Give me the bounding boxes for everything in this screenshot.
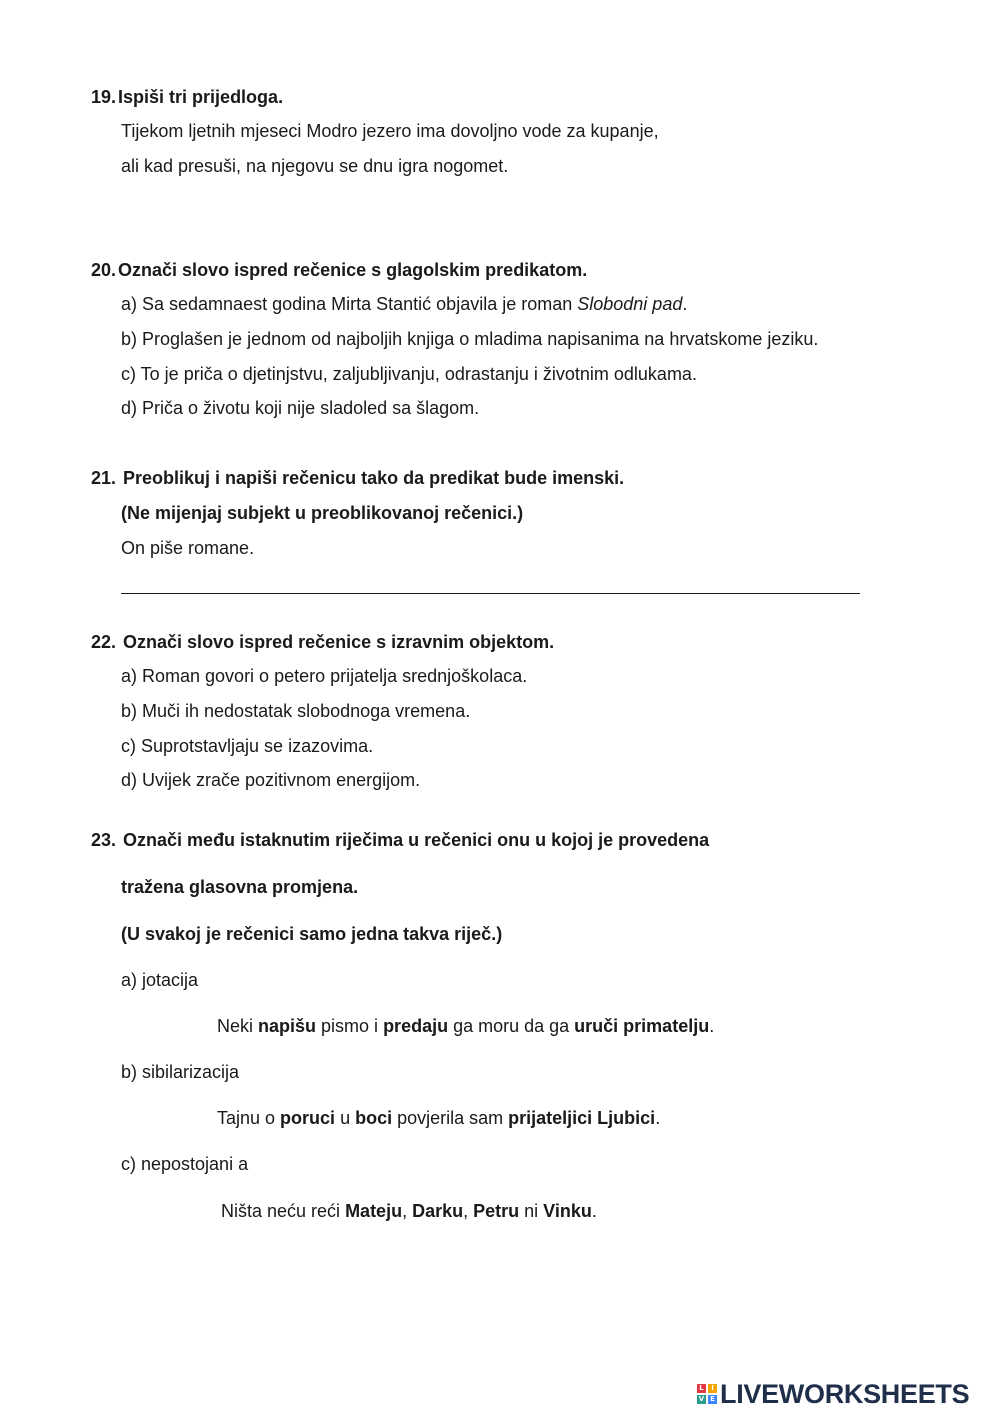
q22-option-b[interactable]: b) Muči ih nedostatak slobodnoga vremena. bbox=[121, 701, 471, 721]
q21-number: 21. bbox=[91, 468, 117, 488]
q20-option-d[interactable]: d) Priča o životu koji nije sladoled sa šlagom. bbox=[121, 398, 480, 418]
q20-title: Označi slovo ispred rečenice s glagolskim predikatom. bbox=[118, 260, 588, 280]
q22-number: 22. bbox=[91, 632, 117, 652]
q19-number: 19. bbox=[91, 87, 117, 107]
q23-c-text-4: ni bbox=[519, 1201, 544, 1221]
q23-c-text-3: , bbox=[463, 1201, 474, 1221]
logo-mark-l: L bbox=[697, 1384, 706, 1393]
q23-note: (U svakoj je rečenici samo jedna takva riječ.) bbox=[121, 924, 503, 944]
q21-title: Preoblikuj i napiši rečenicu tako da predikat bude imenski. bbox=[123, 468, 625, 488]
q23-c-word-vinku[interactable]: Vinku bbox=[543, 1201, 592, 1221]
q23-a-word-napisu[interactable]: napišu bbox=[258, 1016, 317, 1036]
q23-a-text-4: . bbox=[709, 1016, 715, 1036]
q22-option-a[interactable]: a) Roman govori o petero prijatelja srednjoškolaca. bbox=[121, 666, 528, 686]
q23-b-text-4: . bbox=[655, 1108, 661, 1128]
q21-answer-line[interactable] bbox=[121, 593, 860, 594]
q21-sentence: On piše romane. bbox=[121, 538, 255, 558]
logo-mark-i: I bbox=[708, 1384, 717, 1393]
q20-option-a[interactable] bbox=[121, 293, 687, 315]
q22-heading bbox=[91, 631, 554, 653]
q23-c-text-1: Ništa neću reći bbox=[221, 1201, 346, 1221]
q23-a-word-uruci-primatelju[interactable]: uruči primatelju bbox=[574, 1016, 710, 1036]
q20-option-b[interactable]: b) Proglašen je jednom od najboljih knjiga o mladima napisanima na hrvatskome jeziku. bbox=[121, 329, 819, 349]
q23-c-text-5: . bbox=[591, 1201, 597, 1221]
q23-a-label: a) jotacija bbox=[121, 970, 199, 990]
q19-line-1: Tijekom ljetnih mjeseci Modro jezero ima dovoljno vode za kupanje, bbox=[121, 121, 659, 141]
q23-b-word-boci[interactable]: boci bbox=[355, 1108, 393, 1128]
q23-a-sentence bbox=[217, 1015, 714, 1037]
q23-b-word-prijateljici-ljubici[interactable]: prijateljici Ljubici bbox=[508, 1108, 656, 1128]
liveworksheets-logo bbox=[697, 1380, 969, 1408]
q22-option-c[interactable]: c) Suprotstavljaju se izazovima. bbox=[121, 736, 374, 756]
q22-option-d[interactable]: d) Uvijek zrače pozitivnom energijom. bbox=[121, 770, 421, 790]
q21-note: (Ne mijenjaj subjekt u preoblikovanoj rečenici.) bbox=[121, 503, 524, 523]
q19-line-2: ali kad presuši, na njegovu se dnu igra nogomet. bbox=[121, 156, 509, 176]
q23-heading bbox=[91, 829, 709, 851]
logo-text: LIVEWORKSHEETS bbox=[720, 1378, 970, 1409]
q20-number: 20. bbox=[91, 260, 117, 280]
q23-c-word-petru[interactable]: Petru bbox=[473, 1201, 520, 1221]
q19-title: Ispiši tri prijedloga. bbox=[118, 87, 284, 107]
q19-heading bbox=[91, 86, 283, 108]
q23-a-text-1: Neki bbox=[217, 1016, 259, 1036]
q23-a-text-3: ga moru da ga bbox=[448, 1016, 575, 1036]
q23-b-label: b) sibilarizacija bbox=[121, 1062, 240, 1082]
q23-c-word-mateju[interactable]: Mateju bbox=[345, 1201, 403, 1221]
q23-title-2: tražena glasovna promjena. bbox=[121, 877, 359, 897]
q23-b-text-2: u bbox=[335, 1108, 356, 1128]
q22-title: Označi slovo ispred rečenice s izravnim objektom. bbox=[123, 632, 555, 652]
q23-b-text-1: Tajnu o bbox=[217, 1108, 281, 1128]
q23-title-1: Označi među istaknutim riječima u rečenici onu u kojoj je provedena bbox=[123, 830, 710, 850]
q21-heading bbox=[91, 467, 624, 489]
q23-number: 23. bbox=[91, 830, 117, 850]
q23-b-sentence bbox=[217, 1107, 660, 1129]
q23-b-word-poruci[interactable]: poruci bbox=[280, 1108, 336, 1128]
q23-b-text-3: povjerila sam bbox=[392, 1108, 509, 1128]
q23-c-label: c) nepostojani a bbox=[121, 1154, 249, 1174]
q20-option-a-end: . bbox=[682, 294, 688, 314]
q20-heading bbox=[91, 259, 587, 281]
q20-option-c[interactable]: c) To je priča o djetinjstvu, zaljubljivanju, odrastanju i životnim odlukama. bbox=[121, 364, 697, 384]
q20-option-a-text: a) Sa sedamnaest godina Mirta Stantić objavila je roman bbox=[121, 294, 578, 314]
q20-option-a-title: Slobodni pad bbox=[577, 294, 683, 314]
q23-c-text-2: , bbox=[402, 1201, 413, 1221]
logo-mark-icon bbox=[697, 1384, 717, 1404]
q23-a-text-2: pismo i bbox=[316, 1016, 384, 1036]
q23-c-sentence bbox=[221, 1200, 597, 1222]
logo-mark-e: E bbox=[708, 1395, 717, 1404]
q23-a-word-predaju[interactable]: predaju bbox=[383, 1016, 449, 1036]
q23-c-word-darku[interactable]: Darku bbox=[412, 1201, 464, 1221]
logo-mark-v: V bbox=[698, 1395, 705, 1403]
